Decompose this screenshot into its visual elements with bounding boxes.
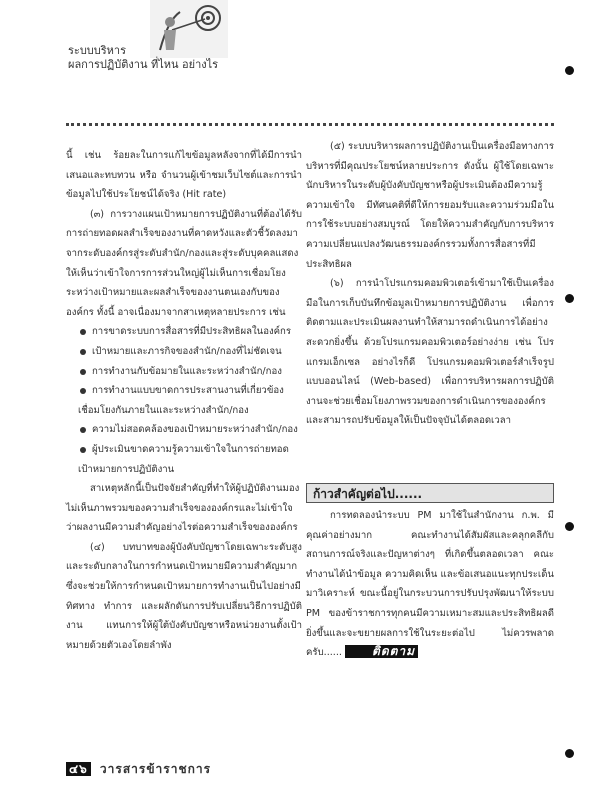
punch-hole bbox=[565, 749, 574, 758]
magazine-name: วารสารข้าราชการ bbox=[99, 762, 212, 776]
paragraph: สาเหตุหลักนี้เป็นปัจจัยสำคัญที่ทำให้ผู้ปฏิบัติงานมองไม่เห็นภาพรวมของความสำเร็จขององค์กรและไม่เข้าใจว่าผลงานมีความสำคัญอย่างไรต่อความสำเร็จขององค์กร bbox=[66, 483, 300, 534]
paragraph: (๕) ระบบบริหารผลการปฏิบัติงานเป็นเครื่องมือทางการบริหารที่มีคุณประโยชน์หลายประการ ดังนั้น ผู้ใช้โดยเฉพาะนักบริหารในระดับผู้บังคับบัญชาหรือผู้ประเมินต้องมีความรู้ความเข้าใจ มีทัศนคติที่ดีให้การยอมรับและความร่วมมือในการใช้ระบบอย่างสมบูรณ์ โดยให้ความสำคัญกับการบริหารความเปลี่ยนแปลงวัฒนธรรมองค์กรรวมทั้งการสื่อสารที่มีประสิทธิผล bbox=[306, 141, 554, 270]
paragraph: (๖) การนำโปรแกรมคอมพิวเตอร์เข้ามาใช้เป็นเครื่องมือในการเก็บบันทึกข้อมูลเป้าหมายการปฏิบัติงาน เพื่อการติดตามและประเมินผลงานทำให้สามารถดำเนินการได้อย่างสะดวกยิ่งขึ้น ด้วยโปรแกรมคอมพิวเตอร์อย่างง่าย เช่น โปรแกรมเอ็กเซล อย่างไรก็ดี โปรแกรมคอมพิวเตอร์สำเร็จรูปแบบออนไลน์ (Web-based) เพื่อการบริหารผลการปฏิบัติงานจะช่วยเชื่อมโยงภาพรวมของการดำเนินการขององค์กรและสามารถปรับข้อมูลให้เป็นปัจจุบันได้ตลอดเวลา bbox=[306, 278, 554, 427]
punch-hole bbox=[565, 294, 574, 303]
left-column bbox=[66, 146, 302, 655]
bullet-item: การขาดระบบการสื่อสารที่มีประสิทธิผลในองค์กร bbox=[66, 322, 302, 342]
page-footer bbox=[66, 760, 211, 779]
punch-hole bbox=[565, 66, 574, 75]
bullet-item: การทำงานกับข้อมายในและระหว่างสำนัก/กอง bbox=[66, 362, 302, 382]
section-paragraph: การทดลองนำระบบ PM มาใช้ในสำนักงาน ก.พ. มีคุณค่าอย่างมาก คณะทำงานได้สัมผัสและคลุกคลีกับสถานการณ์จริงและปัญหาต่างๆ ที่เกิดขึ้นตลอดเวลา คณะทำงานได้นำข้อมูล ความคิดเห็น และข้อเสนอแนะทุกประเด็นมาวิเคราะห์ ขณะนี้อยู่ในกระบวนการปรับปรุงพัฒนาให้ระบบ PM ของข้าราชการทุกคนมีความเหมาะสมและประสิทธิผลดียิ่งขึ้นและจะขยายผลการใช้ในระยะต่อไป ไม่ควรพลาดครับ...... bbox=[306, 510, 554, 659]
end-mark: ติดตาม bbox=[345, 645, 418, 658]
header-title-line1: ระบบบริหาร bbox=[68, 44, 127, 57]
paragraph: (๔) บทบาทของผู้บังคับบัญชาโดยเฉพาะระดับสูงและระดับกลางในการกำหนดเป้าหมายมีความสำคัญมาก ซึ่งจะช่วยให้การกำหนดเป้าหมายการทำงานเป็นไปอย่างมีทิศทาง ทำการ และผลักดันการปรับเปลี่ยนวิธีการปฏิบัติงาน แทนการให้ผู้ใต้บังคับบัญชาหรือหน่วยงานตั้งเป้าหมายด้วยตัวเองโดยลำพัง bbox=[66, 541, 302, 651]
right-column bbox=[306, 137, 554, 431]
bullet-item: ความไม่สอดคล้องของเป้าหมายระหว่างสำนัก/กอง bbox=[66, 420, 302, 440]
header-title bbox=[68, 44, 218, 72]
header-title-line2: ผลการปฏิบัติงาน ที่ไหน อย่างไร bbox=[68, 58, 219, 71]
punch-hole bbox=[565, 522, 574, 531]
dotted-divider bbox=[66, 123, 554, 126]
section-body bbox=[306, 506, 554, 663]
bullet-item: ผู้ประเมินขาดความรู้ความเข้าใจในการถ่ายทอดเป้าหมายการปฏิบัติงาน bbox=[66, 440, 302, 479]
paragraph: (๓) การวางแผนเป้าหมายการปฏิบัติงานที่ต้องได้รับการถ่ายทอดผลสำเร็จของงานที่คาดหวังและตัวชี้วัดลงมาจากระดับองค์กรสู่ระดับสำนัก/กองและสู่ระดับบุคคลแสดงให้เห็นว่าเข้าใจการการส่วนใหญ่ผู้ไม่เห็นการเชื่อมโยงระหว่างเป้าหมายและผลสำเร็จของงานตนเองกับขององค์กร ทั้งนี้ อาจเนื่องมาจากสาเหตุหลายประการ เช่น bbox=[66, 208, 302, 318]
page-number: ๔๖ bbox=[66, 762, 91, 776]
bullet-item: การทำงานแบบขาดการประสานงานที่เกี่ยวข้องเชื่อมโยงกันภายในและระหว่างสำนัก/กอง bbox=[66, 381, 302, 420]
section-heading: ก้าวสำคัญต่อไป...... bbox=[306, 483, 554, 503]
paragraph: นี้ เช่น ร้อยละในการแก้ไขข้อมูลหลังจากที่ได้มีการนำเสนอและทบทวน หรือ จำนวนผู้เข้าชมเว็บไซต์และการนำข้อมูลไปใช้ประโยชน์ได้จริง (Hit rate) bbox=[66, 150, 302, 201]
bullet-item: เป้าหมายและภารกิจของสำนัก/กองที่ไม่ชัดเจน bbox=[66, 342, 302, 362]
